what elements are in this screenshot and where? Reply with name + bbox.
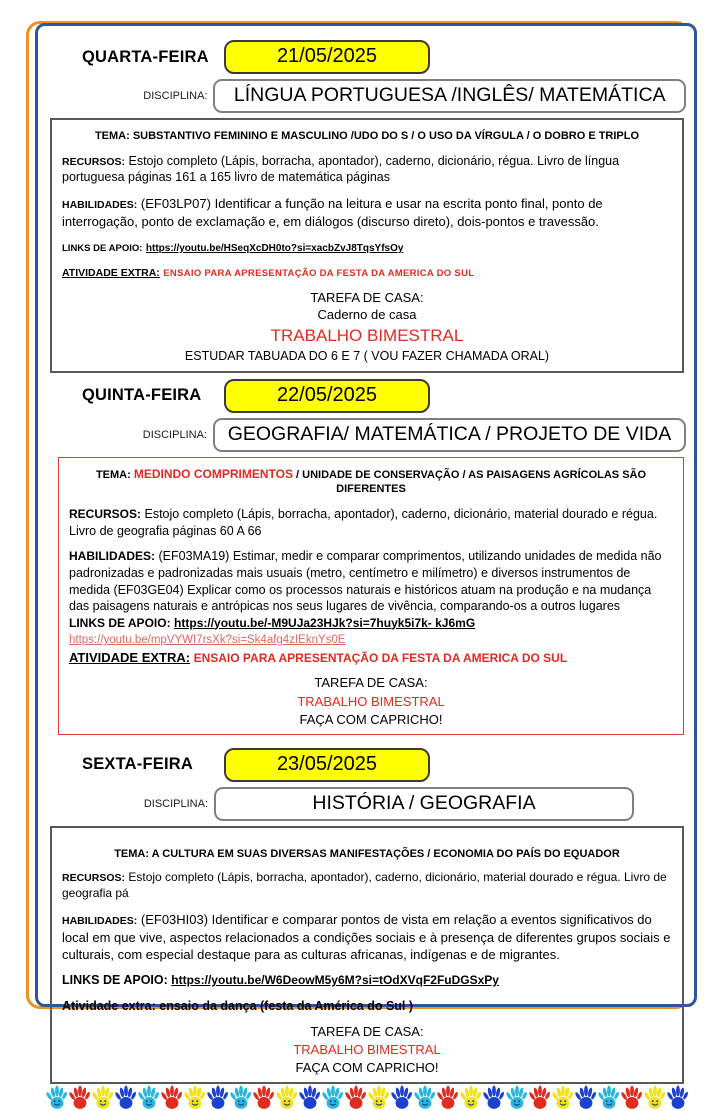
- hand-icon: [230, 1084, 252, 1110]
- handprints-border: [48, 1084, 686, 1111]
- recursos-text: Estojo completo (Lápis, borracha, apontador), caderno, dicionário, régua. Livro de língua portuguesa páginas 161 a 165 livro de matemática páginas: [62, 153, 620, 185]
- day-label: SEXTA-FEIRA: [82, 755, 193, 774]
- hand-icon: [483, 1084, 505, 1110]
- hand-icon: [253, 1084, 275, 1110]
- support-link-2[interactable]: https://youtu.be/mpVYWI7rsXk?si=Sk4afg4zIEknYs0E: [69, 634, 346, 647]
- tema-label: TEMA:: [114, 847, 150, 860]
- hand-icon: [276, 1084, 298, 1110]
- tema-text: SUBSTANTIVO FEMININO E MASCULINO /UDO DO S / O USO DA VÍRGULA / O DOBRO E TRIPLO: [132, 130, 640, 142]
- tarefa-label: TAREFA DE CASA:: [310, 290, 424, 306]
- recursos-label: RECURSOS:: [62, 155, 126, 168]
- caderno-line: Caderno de casa: [317, 307, 417, 323]
- discipline-label: DISCIPLINA:: [142, 428, 207, 441]
- habilidades-label: HABILIDADES:: [69, 549, 155, 564]
- trabalho-bimestral: TRABALHO BIMESTRAL: [297, 693, 445, 709]
- recursos-paragraph: [69, 506, 673, 539]
- tarefa-block: [69, 674, 673, 727]
- capricho-line: FAÇA COM CAPRICHO!: [295, 1059, 439, 1075]
- hand-icon: [460, 1084, 482, 1110]
- tabuada-line: ESTUDAR TABUADA DO 6 E 7 ( VOU FAZER CHAMADA ORAL): [184, 349, 550, 364]
- lesson-box: [50, 118, 684, 373]
- recursos-paragraph: [62, 153, 672, 186]
- tema-text: A CULTURA EM SUAS DIVERSAS MANIFESTAÇÕES / ECONOMIA DO PAÍS DO EQUADOR: [151, 847, 620, 860]
- support-link[interactable]: https://youtu.be/-M9UJa23HJk?si=7huyk5i7k- kJ6mG: [174, 615, 476, 630]
- date-highlight-box: 23/05/2025: [224, 748, 430, 782]
- support-link[interactable]: https://youtu.be/W6DeowM5y6M?si=tOdXVqF2FuDGSxPy: [171, 973, 499, 988]
- trabalho-bimestral: TRABALHO BIMESTRAL: [293, 1041, 441, 1057]
- hand-icon: [368, 1084, 390, 1110]
- links-label: LINKS DE APOIO:: [62, 242, 143, 254]
- habilidades-label: HABILIDADES:: [62, 198, 138, 211]
- recursos-paragraph: [62, 870, 672, 902]
- hand-icon: [115, 1084, 137, 1110]
- hand-icon: [667, 1084, 689, 1110]
- tarefa-label: TAREFA DE CASA:: [314, 675, 428, 691]
- support-link[interactable]: https://youtu.be/HSeqXcDH0to?si=xacbZvJ8TqsYfsOy: [145, 242, 404, 254]
- hand-icon: [598, 1084, 620, 1110]
- discipline-label: DISCIPLINA:: [143, 90, 208, 102]
- hand-icon: [391, 1084, 413, 1110]
- tarefa-block: [62, 1023, 672, 1076]
- links-paragraph-2: [69, 631, 673, 648]
- hand-icon: [184, 1084, 206, 1110]
- hand-icon: [161, 1084, 183, 1110]
- habilidades-paragraph: [69, 548, 673, 614]
- hand-icon: [299, 1084, 321, 1110]
- habilidades-label: HABILIDADES:: [62, 915, 138, 928]
- day-label: QUINTA-FEIRA: [82, 386, 202, 405]
- atividade-extra-label: ATIVIDADE EXTRA:: [62, 267, 160, 280]
- capricho-line: FAÇA COM CAPRICHO!: [299, 711, 443, 727]
- section-quarta-feira: [48, 40, 686, 373]
- hand-icon: [529, 1084, 551, 1110]
- tema-line: [69, 467, 673, 497]
- atividade-extra-paragraph: [62, 264, 672, 281]
- hand-icon: [46, 1084, 68, 1110]
- hand-icon: [414, 1084, 436, 1110]
- hand-icon: [621, 1084, 643, 1110]
- tema-text: / UNIDADE DE CONSERVAÇÃO / AS PAISAGENS AGRÍCOLAS SÃO DIFERENTES: [296, 468, 647, 496]
- trabalho-bimestral: TRABALHO BIMESTRAL: [270, 325, 464, 345]
- links-label: LINKS DE APOIO:: [69, 615, 171, 630]
- tema-line: [62, 847, 672, 862]
- hand-icon: [552, 1084, 574, 1110]
- recursos-text: Estojo completo (Lápis, borracha, apontador), caderno, dicionário, material dourado e régua. Livro de geografia pá: [62, 870, 667, 901]
- links-paragraph: [62, 972, 672, 989]
- links-paragraph: [62, 239, 672, 256]
- atividade-extra-paragraph: [69, 649, 673, 667]
- hand-icon: [506, 1084, 528, 1110]
- discipline-box: LÍNGUA PORTUGUESA /INGLÊS/ MATEMÁTICA: [213, 79, 686, 113]
- hand-icon: [69, 1084, 91, 1110]
- date-highlight-box: 21/05/2025: [224, 40, 430, 74]
- section-sexta-feira: [48, 748, 686, 1084]
- tema-label: TEMA:: [95, 468, 131, 481]
- discipline-label: DISCIPLINA:: [143, 797, 208, 810]
- atividade-extra-text: ensaio da dança (festa da América do Sul ): [159, 999, 414, 1014]
- lesson-box: [50, 826, 684, 1084]
- hand-icon: [92, 1084, 114, 1110]
- atividade-extra-text: ENSAIO PARA APRESENTAÇÃO DA FESTA DA AMERICA DO SUL: [193, 650, 568, 665]
- hand-icon: [322, 1084, 344, 1110]
- hand-icon: [575, 1084, 597, 1110]
- discipline-box: GEOGRAFIA/ MATEMÁTICA / PROJETO DE VIDA: [213, 418, 686, 452]
- habilidades-text: (EF03HI03) Identificar e comparar pontos de vista em relação a eventos significativos do local em que vive, aspectos relacionados a condições sociais e à presença de diferentes grupos sociais e culturais, com especial destaque para as culturas africanas, indígenas e de migrantes.: [62, 912, 671, 963]
- atividade-extra-paragraph: [62, 998, 672, 1015]
- habilidades-paragraph: [62, 911, 672, 963]
- day-label: QUARTA-FEIRA: [82, 47, 209, 66]
- hand-icon: [138, 1084, 160, 1110]
- tarefa-label: TAREFA DE CASA:: [310, 1023, 424, 1039]
- hand-icon: [437, 1084, 459, 1110]
- hand-icon: [207, 1084, 229, 1110]
- hand-icon: [345, 1084, 367, 1110]
- tema-line: [62, 129, 672, 144]
- tema-red-text: MEDINDO COMPRIMENTOS: [133, 466, 293, 481]
- habilidades-text: (EF03MA19) Estimar, medir e comparar comprimentos, utilizando unidades de medida não padronizadas e padronizadas mais usuais (metro, centímetro e milímetro) e diversos instrumentos de medida (EF03GE04) Explicar como os processos naturais e históricos atuam na produção e na mudança das paisagens naturais e antrópicas nos seus lugares de vivência, comparando-os a outros lugares: [69, 549, 662, 614]
- tema-label: TEMA:: [94, 130, 130, 142]
- blue-frame-border: [35, 23, 697, 1075]
- hand-icon: [644, 1084, 666, 1110]
- lesson-box: [58, 457, 684, 735]
- atividade-extra-label: ATIVIDADE EXTRA:: [69, 649, 191, 665]
- habilidades-paragraph: [62, 195, 672, 230]
- section-quinta-feira: [48, 379, 686, 735]
- recursos-label: RECURSOS:: [69, 506, 142, 521]
- links-paragraph: [69, 615, 673, 632]
- recursos-text: Estojo completo (Lápis, borracha, apontador), caderno, dicionário, material dourado e régua. Livro de geografia páginas 60 A 66: [69, 506, 658, 538]
- atividade-extra-label: Atividade extra:: [62, 999, 156, 1014]
- tarefa-block: [62, 289, 672, 364]
- links-label: LINKS DE APOIO:: [62, 973, 168, 988]
- recursos-label: RECURSOS:: [62, 872, 126, 885]
- atividade-extra-text: ENSAIO PARA APRESENTAÇÃO DA FESTA DA AMERICA DO SUL: [163, 268, 475, 280]
- discipline-box: HISTÓRIA / GEOGRAFIA: [214, 787, 634, 821]
- date-highlight-box: 22/05/2025: [224, 379, 430, 413]
- habilidades-text: (EF03LP07) Identificar a função na leitura e usar na escrita ponto final, ponto de interrogação, ponto de exclamação e, em diálogos (discurso direto), dois-pontos e travessão.: [62, 195, 603, 229]
